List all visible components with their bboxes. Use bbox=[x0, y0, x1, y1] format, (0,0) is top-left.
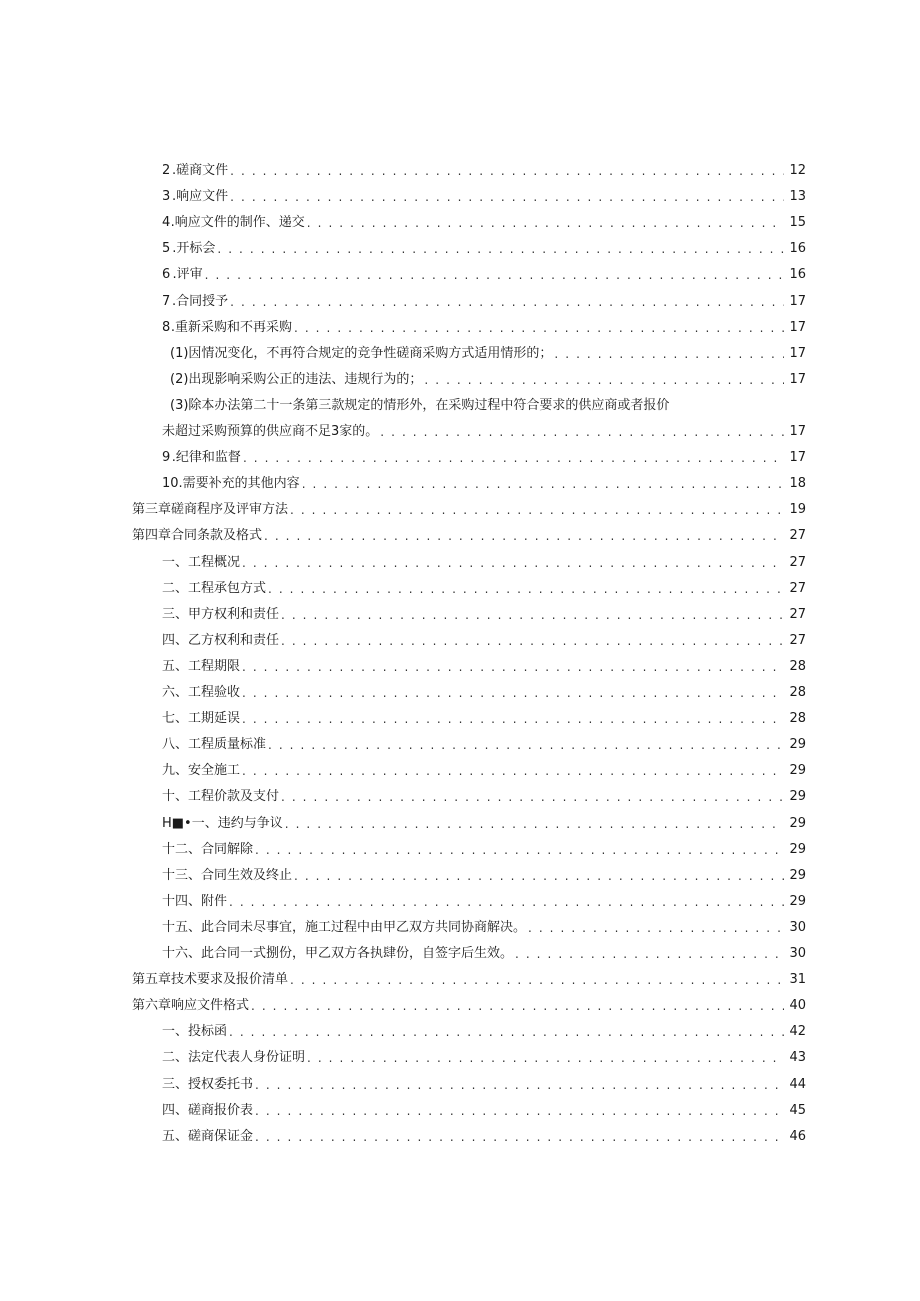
toc-leader-dots bbox=[294, 319, 784, 337]
toc-leader-dots bbox=[294, 867, 784, 885]
toc-leader-dots bbox=[307, 1049, 784, 1067]
toc-entry-title: .响应文件 bbox=[172, 189, 229, 205]
toc-entry-number: 4 bbox=[162, 215, 171, 231]
toc-leader-dots bbox=[242, 658, 784, 676]
toc-entry-number: 8 bbox=[162, 319, 171, 335]
toc-entry[interactable] bbox=[162, 1023, 806, 1041]
toc-entry-number: 5 bbox=[162, 241, 171, 257]
toc-entry[interactable] bbox=[162, 1049, 806, 1067]
toc-entry[interactable] bbox=[162, 554, 806, 572]
toc-page-number: 29 bbox=[789, 789, 806, 805]
toc-page-number: 17 bbox=[789, 319, 806, 335]
toc-leader-dots bbox=[290, 971, 784, 989]
toc-entry-title: .重新采购和不再采购 bbox=[170, 319, 292, 335]
toc-entry[interactable] bbox=[132, 527, 806, 545]
toc-page-number: 18 bbox=[789, 476, 806, 492]
toc-entry[interactable] bbox=[162, 1076, 806, 1094]
toc-entry-title: 一、工程概况 bbox=[162, 554, 241, 570]
toc-entry[interactable] bbox=[132, 997, 806, 1015]
toc-entry-title: 五、工程期限 bbox=[162, 658, 241, 674]
toc-entry-title: 八、工程质量标准 bbox=[162, 737, 267, 753]
toc-entry-title: 未超过采购预算的供应商不足3家的。 bbox=[162, 424, 379, 439]
toc-leader-dots bbox=[255, 1102, 784, 1120]
toc-page-number: 13 bbox=[789, 189, 806, 205]
toc-leader-dots bbox=[380, 423, 784, 441]
toc-entry-title: 第六章响应文件格式 bbox=[132, 998, 250, 1014]
toc-page-number: 29 bbox=[789, 841, 806, 857]
toc-entry-title: 三、甲方权利和责任 bbox=[162, 606, 280, 622]
toc-entry[interactable] bbox=[162, 188, 806, 206]
toc-page-number: 12 bbox=[789, 163, 806, 178]
toc-page-number: 29 bbox=[789, 867, 806, 883]
toc-page-number: 46 bbox=[789, 1128, 806, 1144]
toc-leader-dots bbox=[528, 919, 784, 937]
toc-entry[interactable] bbox=[162, 162, 806, 180]
toc-leader-dots bbox=[268, 736, 784, 754]
toc-entry[interactable] bbox=[162, 788, 806, 806]
toc-page-number: 27 bbox=[789, 632, 806, 648]
toc-page-number: 45 bbox=[789, 1102, 806, 1118]
toc-leader-dots bbox=[230, 293, 784, 311]
toc-page-number: 29 bbox=[789, 737, 806, 753]
toc-entry-title: 五、磋商保证金 bbox=[162, 1128, 254, 1144]
toc-leader-dots bbox=[281, 788, 784, 806]
toc-leader-dots bbox=[242, 554, 784, 572]
toc-page-number: 30 bbox=[789, 946, 806, 961]
toc-leader-dots bbox=[255, 841, 784, 859]
toc-entry-title: .需要补充的其他内容 bbox=[178, 476, 300, 492]
toc-entry-number: 10 bbox=[162, 476, 179, 492]
toc-leader-dots bbox=[281, 632, 784, 650]
toc-entry[interactable] bbox=[170, 371, 806, 389]
toc-entry[interactable] bbox=[162, 893, 806, 911]
toc-page-number: 17 bbox=[789, 450, 806, 466]
toc-page-number: 27 bbox=[789, 606, 806, 622]
toc-entry[interactable] bbox=[132, 501, 806, 519]
toc-entry-title: 九、安全施工 bbox=[162, 763, 241, 779]
toc-leader-dots bbox=[290, 501, 784, 519]
toc-entry[interactable] bbox=[162, 606, 806, 624]
toc-entry[interactable] bbox=[170, 345, 806, 363]
toc-entry[interactable] bbox=[162, 475, 806, 493]
toc-entry-title: 十六、此合同一式捌份，甲乙双方各执肆份，自签字后生效。 bbox=[162, 946, 514, 961]
toc-page-number: 44 bbox=[789, 1076, 806, 1092]
toc-page-number: 40 bbox=[789, 998, 806, 1014]
toc-leader-dots bbox=[307, 214, 784, 232]
toc-page-number: 27 bbox=[789, 580, 806, 596]
toc-entry-title: .磋商文件 bbox=[172, 163, 229, 178]
toc-page-number: 29 bbox=[789, 893, 806, 909]
toc-entry-number: 3 bbox=[162, 189, 171, 205]
toc-leader-dots bbox=[251, 997, 784, 1015]
toc-entry[interactable] bbox=[162, 423, 806, 441]
toc-entry[interactable] bbox=[162, 449, 806, 467]
toc-entry[interactable] bbox=[132, 971, 806, 989]
toc-page-number: 28 bbox=[789, 658, 806, 674]
toc-entry[interactable] bbox=[170, 397, 806, 415]
toc-entry-title: 十二、合同解除 bbox=[162, 841, 254, 857]
toc-page-number: 15 bbox=[789, 215, 806, 231]
toc-entry-number: 7 bbox=[162, 293, 171, 309]
toc-entry-title: 十五、此合同未尽事宜，施工过程中由甲乙双方共同协商解决。 bbox=[162, 919, 527, 935]
toc-entry[interactable] bbox=[162, 319, 806, 337]
toc-entry[interactable] bbox=[162, 1102, 806, 1120]
toc-entry[interactable] bbox=[162, 632, 806, 650]
toc-entry[interactable] bbox=[162, 580, 806, 598]
toc-entry-title: 十四、附件 bbox=[162, 893, 228, 909]
toc-page-number: 28 bbox=[789, 711, 806, 727]
toc-entry-title: 七、工期延误 bbox=[162, 711, 241, 727]
toc-entry-title: .开标会 bbox=[172, 241, 216, 257]
toc-entry-title: 第三章磋商程序及评审方法 bbox=[132, 502, 289, 518]
toc-entry[interactable] bbox=[162, 815, 806, 833]
toc-leader-dots bbox=[242, 710, 784, 728]
toc-entry[interactable] bbox=[162, 1128, 806, 1146]
toc-leader-dots bbox=[229, 1023, 784, 1041]
toc-entry[interactable] bbox=[162, 710, 806, 728]
toc-page-number: 16 bbox=[789, 241, 806, 257]
toc-entry-title: 二、工程承包方式 bbox=[162, 580, 267, 596]
toc-entry[interactable] bbox=[162, 293, 806, 311]
toc-page-number: 31 bbox=[789, 972, 806, 988]
toc-entry[interactable] bbox=[162, 214, 806, 232]
toc-leader-dots bbox=[554, 345, 784, 363]
toc-entry-title: .评审 bbox=[172, 267, 203, 283]
toc-entry-title: 第五章技术要求及报价清单 bbox=[132, 972, 289, 988]
toc-leader-dots bbox=[217, 240, 784, 258]
toc-entry[interactable] bbox=[162, 945, 806, 963]
toc-page-number: 28 bbox=[789, 685, 806, 700]
toc-page-number: 43 bbox=[789, 1050, 806, 1066]
toc-leader-dots bbox=[205, 266, 784, 284]
toc-entry-title: 一、投标函 bbox=[162, 1024, 228, 1040]
toc-entry-title: .响应文件的制作、递交 bbox=[170, 215, 305, 231]
toc-entry[interactable] bbox=[162, 684, 806, 702]
toc-leader-dots bbox=[302, 475, 784, 493]
toc-page-number: 29 bbox=[789, 815, 806, 831]
toc-entry-title: 第四章合同条款及格式 bbox=[132, 528, 263, 544]
toc-entry[interactable] bbox=[162, 762, 806, 780]
toc-page-number: 42 bbox=[789, 1024, 806, 1040]
toc-page-number: 17 bbox=[789, 293, 806, 309]
toc-entry-title: 三、授权委托书 bbox=[162, 1076, 254, 1092]
toc-entry-title: 四、乙方权利和责任 bbox=[162, 632, 280, 648]
toc-page-number: 29 bbox=[789, 763, 806, 779]
toc-entry[interactable] bbox=[162, 919, 806, 937]
toc-page-number: 19 bbox=[789, 502, 806, 518]
toc-entry-title: 六、工程验收 bbox=[162, 685, 241, 700]
toc-leader-dots bbox=[285, 815, 784, 833]
toc-leader-dots bbox=[242, 684, 784, 702]
toc-entry[interactable] bbox=[162, 736, 806, 754]
toc-leader-dots bbox=[243, 449, 784, 467]
toc-leader-dots bbox=[229, 893, 784, 911]
toc-entry-number: 6 bbox=[162, 267, 171, 283]
toc-entry-title: .合同授予 bbox=[172, 293, 229, 309]
toc-entry[interactable] bbox=[162, 841, 806, 859]
toc-entry-title: 二、法定代表人身份证明 bbox=[162, 1050, 306, 1066]
toc-entry-number: 2 bbox=[162, 163, 171, 178]
toc-entry-title: H■•一、违约与争议 bbox=[162, 815, 283, 831]
toc-leader-dots bbox=[515, 945, 784, 963]
toc-entry[interactable] bbox=[162, 240, 806, 258]
toc-entry-title: 十、工程价款及支付 bbox=[162, 789, 280, 805]
toc-page-number: 17 bbox=[789, 371, 806, 387]
toc-leader-dots bbox=[255, 1076, 784, 1094]
toc-entry-title: 十三、合同生效及终止 bbox=[162, 867, 293, 883]
toc-leader-dots bbox=[230, 188, 784, 206]
toc-page-number: 27 bbox=[789, 528, 806, 544]
toc-page-number: 17 bbox=[789, 424, 806, 439]
toc-entry-title: (3)除本办法第二十一条第三款规定的情形外，在采购过程中符合要求的供应商或者报价 bbox=[170, 397, 670, 413]
toc-entry[interactable] bbox=[162, 266, 806, 284]
toc-entry[interactable] bbox=[162, 658, 806, 676]
toc-entry-title: (1)因情况变化，不再符合规定的竞争性磋商采购方式适用情形的； bbox=[170, 345, 553, 361]
toc-entry-title: .纪律和监督 bbox=[171, 450, 241, 466]
toc-leader-dots bbox=[268, 580, 784, 598]
toc-entry[interactable] bbox=[162, 867, 806, 885]
toc-entry-number: 9 bbox=[162, 450, 171, 466]
toc-page-number: 30 bbox=[789, 919, 806, 935]
toc-entry-title: 四、磋商报价表 bbox=[162, 1102, 254, 1118]
toc-leader-dots bbox=[264, 527, 784, 545]
toc-page-number: 17 bbox=[789, 345, 806, 361]
toc-page-number: 16 bbox=[789, 267, 806, 283]
toc-leader-dots bbox=[255, 1128, 784, 1146]
toc-entry-title: (2)出现影响采购公正的违法、违规行为的； bbox=[170, 371, 423, 387]
toc-page-number: 27 bbox=[789, 554, 806, 570]
toc-leader-dots bbox=[242, 762, 784, 780]
toc-leader-dots bbox=[424, 371, 784, 389]
toc-leader-dots bbox=[281, 606, 784, 624]
toc-leader-dots bbox=[230, 162, 784, 180]
